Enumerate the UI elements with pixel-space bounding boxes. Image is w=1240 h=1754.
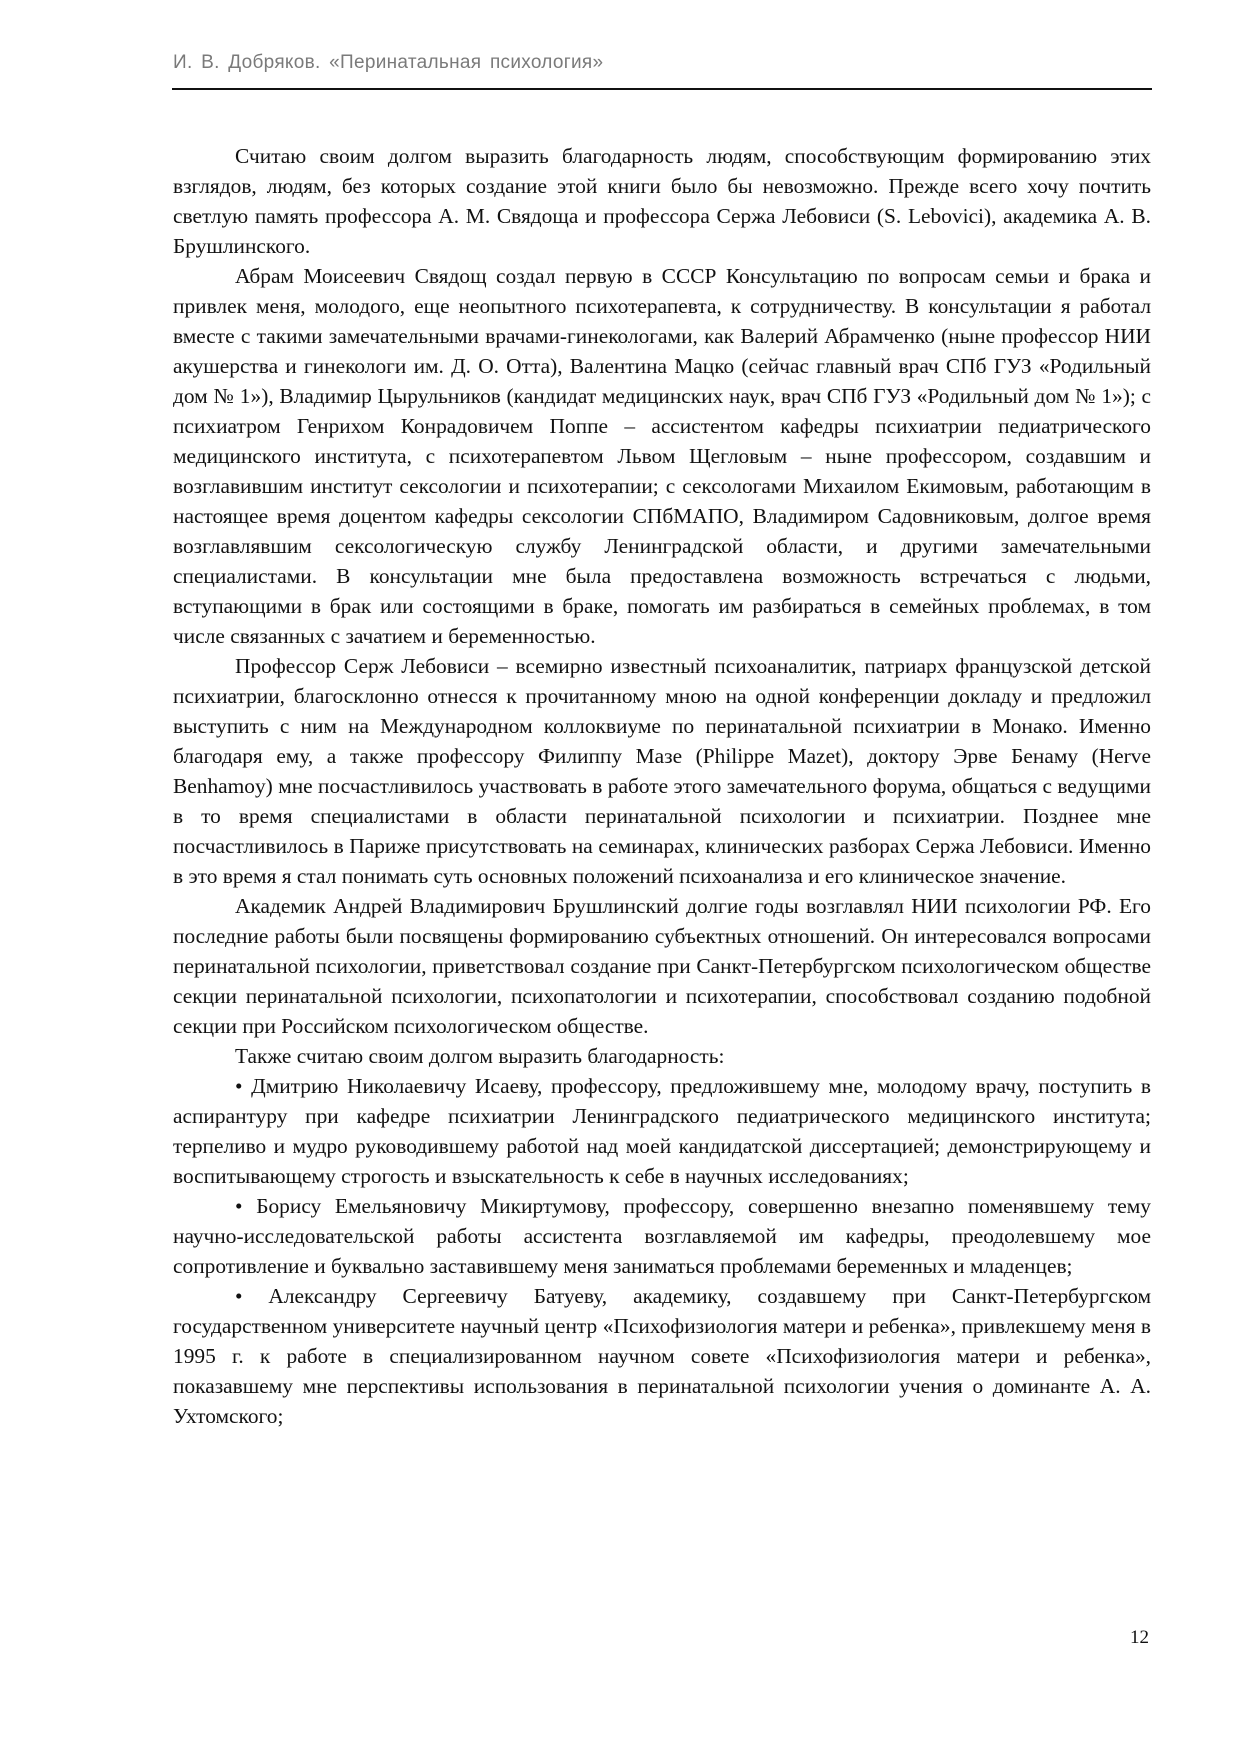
bullet-item-batuev: • Александру Сергеевичу Батуеву, академику, создавшему при Санкт-Петербургском государственном университете научный центр «Психофизиология матери и ребенка», привлекшему меня в 1995 г. к работе в специализированном научном совете «Психофизиология матери и ребенка», показавшему мне перспективы использования в перинатальной психологии учения о доминанте А. А. Ухтомского; — [173, 1284, 1151, 1428]
paragraph-acknowledgement-intro: Считаю своим долгом выразить благодарность людям, способствующим формированию этих взглядов, людям, без которых создание этой книги было бы невозможно. Прежде всего хочу почтить светлую память профессора А. М. Свядоща и профессора Сержа Лебовиси (S. Lebovici), академика А. В. Брушлинского. — [173, 144, 1151, 258]
header-divider — [172, 88, 1152, 90]
paragraph-brushlinsky: Академик Андрей Владимирович Брушлинский долгие годы возглавлял НИИ психологии РФ. Его последние работы были посвящены формированию субъектных отношений. Он интересовался вопросами перинатальной психологии, приветствовал создание при Санкт-Петербургском психологическом обществе секции перинатальной психологии, психопатологии и психотерапии, способствовал созданию подобной секции при Российском психологическом обществе. — [173, 894, 1151, 1038]
paragraph-lebovici: Профессор Серж Лебовиси – всемирно известный психоаналитик, патриарх французской детской психиатрии, благосклонно отнесся к прочитанному мною на одной конференции докладу и предложил выступить с ним на Международном коллоквиуме по перинатальной психиатрии в Монако. Именно благодаря ему, а также профессору Филиппу Мазе (Philippe Mazet), доктору Эрве Бенаму (Herve Benhamoy) мне посчастливилось участвовать в работе этого замечательного форума, общаться с ведущими в то время специалистами в области перинатальной психологии и психиатрии. Позднее мне посчастливилось в Париже присутствовать на семинарах, клинических разборах Сержа Лебовиси. Именно в это время я стал понимать суть основных положений психоанализа и его клиническое значение. — [173, 654, 1151, 888]
page-number: 12 — [1130, 1627, 1149, 1648]
bullet-item-mikirtumov: • Борису Емельяновичу Микиртумову, профессору, совершенно внезапно поменявшему тему научно-исследовательской работы ассистента возглавляемой им кафедры, преодолевшему мое сопротивление и буквально заставившему меня заниматься проблемами беременных и младенцев; — [173, 1194, 1151, 1278]
paragraph-svyadosch: Абрам Моисеевич Свядощ создал первую в СССР Консультацию по вопросам семьи и брака и привлек меня, молодого, еще неопытного психотерапевта, к сотрудничеству. В консультации я работал вместе с такими замечательными врачами-гинекологами, как Валерий Абрамченко (ныне профессор НИИ акушерства и гинекологи им. Д. О. Отта), Валентина Мацко (сейчас главный врач СПб ГУЗ «Родильный дом № 1»), Владимир Цырульников (кандидат медицинских наук, врач СПб ГУЗ «Родильный дом № 1»); с психиатром Генрихом Конрадовичем Поппе – ассистентом кафедры психиатрии педиатрического медицинского института, с психотерапевтом Львом Щегловым – ныне профессором, создавшим и возглавившим институт сексологии и психотерапии; с сексологами Михаилом Екимовым, работающим в настоящее время доцентом кафедры сексологии СПбМАПО, Владимиром Садовниковым, долгое время возглавлявшим сексологическую службу Ленинградской области, и другими замечательными специалистами. В консультации мне была предоставлена возможность встречаться с людьми, вступающими в брак или состоящими в браке, помогать им разбираться в семейных проблемах, в том числе связанных с зачатием и беременностью. — [173, 264, 1151, 648]
bullet-item-isaev: • Дмитрию Николаевичу Исаеву, профессору, предложившему мне, молодому врачу, поступить в аспирантуру при кафедре психиатрии Ленинградского педиатрического медицинского института; терпеливо и мудро руководившему работой над моей кандидатской диссертацией; демонстрирующему и воспитывающему строгость и взыскательность к себе в научных исследованиях; — [173, 1074, 1151, 1188]
page-body — [173, 141, 1151, 1431]
paragraph-thanks-lead: Также считаю своим долгом выразить благодарность: — [235, 1044, 725, 1068]
running-header: И. В. Добряков. «Перинатальная психология» — [173, 52, 604, 73]
